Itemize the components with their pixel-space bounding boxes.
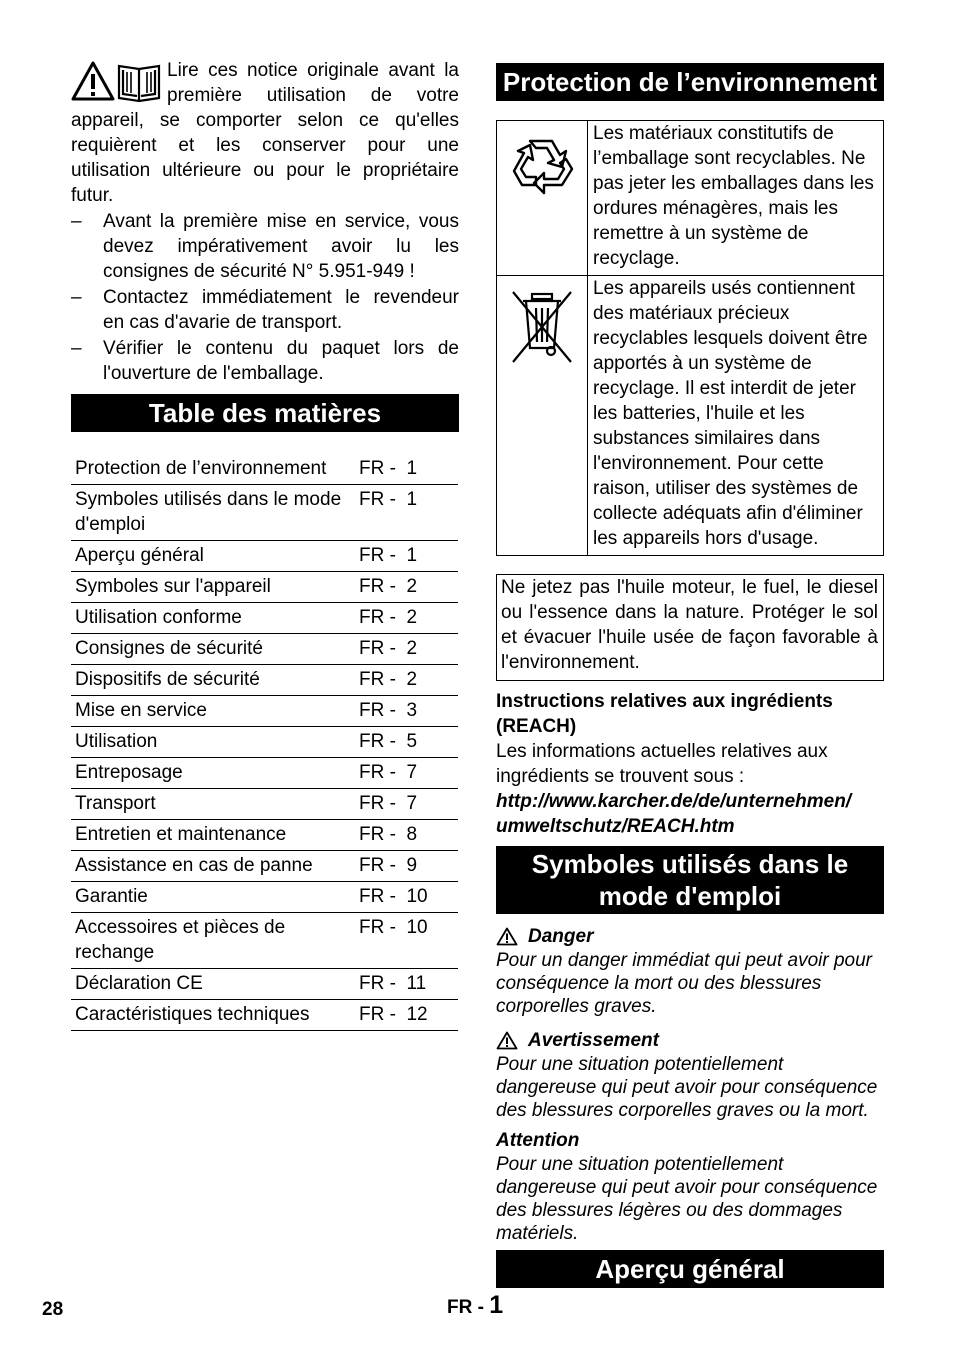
left-column [71, 58, 459, 1031]
section-page-label [447, 1293, 503, 1320]
toc-row[interactable] [71, 758, 458, 789]
toc-entry-title: Symboles utilisés dans le mode d'emploi [71, 485, 355, 541]
attention-heading [496, 1128, 884, 1153]
toc-entry-title: Symboles sur l'appareil [71, 572, 355, 603]
toc-row[interactable] [71, 485, 458, 541]
toc-entry-title: Dispositifs de sécurité [71, 665, 355, 696]
env-weee-text: Les appareils usés contiennent des matériaux précieux recyclables lesquels doivent être apportés à un système de recyclage. Il est interdit de jeter les batteries, l'huile et les substances similaires dans l'environnement. Pour cette raison, utiliser des systèmes de collecte adéquats afin d'éliminer les appareils hors d'usage. [588, 276, 884, 556]
toc-entry-page: FR - 2 [355, 603, 458, 634]
toc-entry-title: Transport [71, 789, 355, 820]
toc-entry-page: FR - 2 [355, 634, 458, 665]
warning-label: Avertissement [528, 1030, 659, 1051]
toc-row[interactable] [71, 541, 458, 572]
toc-heading: Table des matières [71, 394, 459, 432]
toc-entry-page: FR - 1 [355, 485, 458, 541]
toc-entry-page: FR - 10 [355, 882, 458, 913]
toc-entry-title: Déclaration CE [71, 969, 355, 1000]
toc-row[interactable] [71, 882, 458, 913]
env-table [496, 120, 884, 556]
reach-url[interactable] [496, 789, 884, 839]
apercu-heading: Aperçu général [496, 1250, 884, 1288]
right-column [496, 63, 884, 1288]
env-icon-cell [497, 276, 588, 556]
toc-entry-title: Mise en service [71, 696, 355, 727]
warning-text: Pour une situation potentiellement dangereuse qui peut avoir pour conséquence des blessures corporelles graves ou la mort. [496, 1054, 878, 1121]
reach-url-line[interactable]: http://www.karcher.de/de/unternehmen/ [496, 791, 852, 812]
warning-heading [496, 1028, 884, 1053]
list-item: – Contactez immédiatement le revendeur en cas d'avarie de transport. [71, 285, 459, 335]
page-number: 28 [42, 1299, 64, 1320]
danger-text: Pour un danger immédiat qui peut avoir pour conséquence la mort ou des blessures corporelles graves. [496, 950, 873, 1017]
toc-entry-page: FR - 7 [355, 789, 458, 820]
warning-triangle-icon [496, 1031, 518, 1050]
toc-row[interactable] [71, 665, 458, 696]
toc-entry-title: Protection de l’environnement [71, 454, 355, 485]
toc-entry-page: FR - 1 [355, 454, 458, 485]
toc-entry-title: Assistance en cas de panne [71, 851, 355, 882]
toc-entry-page: FR - 8 [355, 820, 458, 851]
toc-entry-title: Entreposage [71, 758, 355, 789]
warning-triangle-icon [496, 927, 518, 946]
recycle-icon [504, 133, 580, 209]
toc-row[interactable] [71, 1000, 458, 1031]
reach-heading: Instructions relatives aux ingrédients (REACH) [496, 691, 833, 737]
env-recycle-text: Les matériaux constitutifs de l’emballage sont recyclables. Ne pas jeter les emballages dans les ordures ménagères, mais les remettre à un système de recyclage. [588, 121, 884, 276]
reach-text: Les informations actuelles relatives aux ingrédients se trouvent sous : [496, 741, 828, 787]
manual-book-icon [119, 66, 159, 101]
toc-entry-title: Accessoires et pièces de rechange [71, 913, 355, 969]
symbols-heading-line: mode d'emploi [598, 881, 782, 911]
section-prefix: FR - [447, 1297, 490, 1318]
toc-row[interactable] [71, 727, 458, 758]
env-icon-cell [497, 121, 588, 276]
toc-entry-title: Aperçu général [71, 541, 355, 572]
toc-row[interactable] [71, 572, 458, 603]
symbols-heading-line: Symboles utilisés dans le [531, 849, 849, 879]
reach-url-line[interactable]: umweltschutz/REACH.htm [496, 816, 735, 837]
toc-entry-title: Utilisation conforme [71, 603, 355, 634]
env-heading: Protection de l’environnement [496, 63, 884, 101]
env-row-recycle [497, 121, 884, 276]
danger-heading [496, 924, 884, 949]
toc-entry-title: Entretien et maintenance [71, 820, 355, 851]
toc-entry-page: FR - 11 [355, 969, 458, 1000]
list-item: – Avant la première mise en service, vous devez impérativement avoir lu les consignes de sécurité N° 5.951-949 ! [71, 209, 459, 284]
toc-entry-page: FR - 1 [355, 541, 458, 572]
toc-entry-page: FR - 10 [355, 913, 458, 969]
symbols-heading [496, 846, 884, 914]
crossed-bin-icon [509, 288, 575, 366]
toc-row[interactable] [71, 820, 458, 851]
intro-notice [71, 58, 459, 208]
toc-entry-title: Caractéristiques techniques [71, 1000, 355, 1031]
intro-icons [71, 60, 163, 106]
toc-row[interactable] [71, 851, 458, 882]
toc-entry-page: FR - 3 [355, 696, 458, 727]
toc-entry-page: FR - 5 [355, 727, 458, 758]
toc-entry-page: FR - 7 [355, 758, 458, 789]
toc-entry-title: Utilisation [71, 727, 355, 758]
toc-entry-page: FR - 2 [355, 572, 458, 603]
intro-text: Lire ces notice originale avant la première utilisation de votre appareil, se comporter selon ce qu'elles requièrent et les conserver pour une utilisation ultérieure ou pour le propriétaire futur. [71, 60, 459, 206]
list-item: – Vérifier le contenu du paquet lors de l'ouverture de l'emballage. [71, 336, 459, 386]
warning-triangle-icon [73, 63, 113, 99]
danger-label: Danger [528, 926, 594, 947]
toc-entry-title: Consignes de sécurité [71, 634, 355, 665]
toc-row[interactable] [71, 603, 458, 634]
toc-row[interactable] [71, 789, 458, 820]
toc-row[interactable] [71, 634, 458, 665]
toc-table [71, 454, 458, 1031]
toc-entry-page: FR - 9 [355, 851, 458, 882]
attention-text: Pour une situation potentiellement dangereuse qui peut avoir pour conséquence des blessures légères ou des dommages matériels. [496, 1154, 878, 1244]
toc-entry-title: Garantie [71, 882, 355, 913]
toc-entry-page: FR - 12 [355, 1000, 458, 1031]
attention-label: Attention [496, 1130, 580, 1151]
env-row-weee [497, 276, 884, 556]
toc-row[interactable] [71, 696, 458, 727]
toc-row[interactable] [71, 454, 458, 485]
oil-note-box: Ne jetez pas l'huile moteur, le fuel, le diesel ou l'essence dans la nature. Protéger le sol et évacuer l'huile usée de façon favorable à l'environnement. [496, 574, 884, 681]
toc-row[interactable] [71, 913, 458, 969]
section-page: 1 [489, 1291, 504, 1319]
intro-bullet-list [71, 209, 459, 386]
toc-row[interactable] [71, 969, 458, 1000]
toc-entry-page: FR - 2 [355, 665, 458, 696]
